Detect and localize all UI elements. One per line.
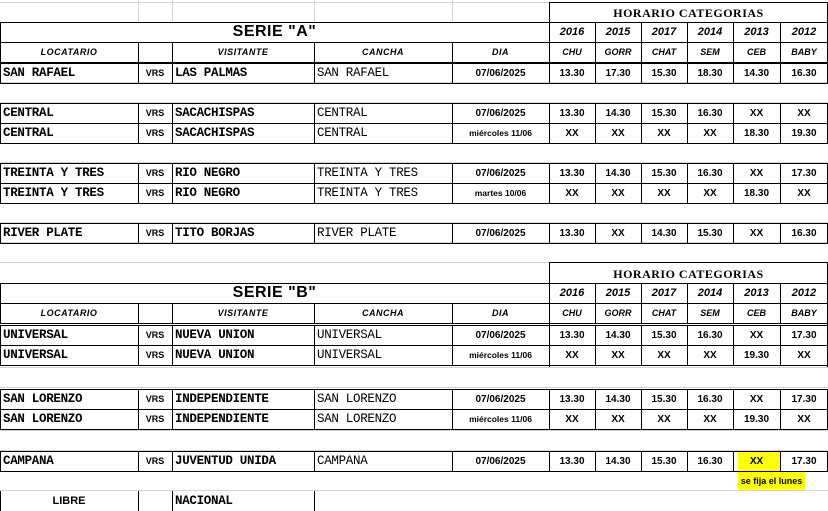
match-day: 07/06/2025: [475, 227, 526, 239]
match-row: [0, 223, 828, 243]
category-time: 13.30: [559, 167, 585, 179]
header-dia: DIA: [492, 308, 509, 318]
vrs-label: VRS: [145, 188, 165, 198]
category-time: XX: [797, 107, 811, 119]
cancha-name: CAMPANA: [317, 454, 368, 468]
match-row: [0, 451, 828, 471]
category-time: XX: [611, 187, 625, 199]
category-time: 17.30: [791, 329, 817, 341]
match-row: [0, 409, 828, 429]
visit-team: INDEPENDIENTE: [175, 412, 269, 426]
local-team: CAMPANA: [3, 454, 54, 468]
libre-label: LIBRE: [52, 495, 86, 507]
match-row: [0, 123, 828, 143]
visit-team: INDEPENDIENTE: [175, 392, 269, 406]
year-header: 2013: [744, 287, 769, 299]
category-header: SEM: [700, 308, 720, 318]
vrs-label: VRS: [145, 68, 165, 78]
category-time: 16.30: [697, 393, 723, 405]
cancha-name: UNIVERSAL: [317, 328, 382, 342]
match-day: 07/06/2025: [475, 107, 526, 119]
category-time: 15.30: [651, 67, 677, 79]
local-team: UNIVERSAL: [3, 328, 68, 342]
category-time: XX: [703, 413, 717, 425]
category-row: [0, 42, 828, 62]
category-time: XX: [749, 107, 764, 119]
serie-a-years-row: [0, 22, 828, 42]
local-team: RIVER PLATE: [3, 226, 83, 240]
category-time: 19.30: [791, 127, 817, 139]
category-time: XX: [749, 455, 764, 467]
category-time: 16.30: [791, 67, 817, 79]
year-header: 2016: [559, 287, 585, 299]
vrs-label: VRS: [145, 350, 165, 360]
visit-team: JUVENTUD UNIDA: [175, 454, 276, 468]
header-visitante: VISITANTE: [217, 308, 269, 318]
match-row: [0, 345, 828, 365]
category-time: XX: [749, 167, 764, 179]
category-time: XX: [611, 349, 625, 361]
category-time: 13.30: [559, 227, 585, 239]
visit-team: SACACHISPAS: [175, 126, 255, 140]
local-team: CENTRAL: [3, 106, 54, 120]
serie-a-horario-title-row: [0, 3, 828, 23]
match-day: 07/06/2025: [475, 67, 526, 79]
note-row: [0, 472, 828, 490]
visit-team: RIO NEGRO: [175, 186, 240, 200]
local-team: SAN LORENZO: [3, 412, 83, 426]
libre-team: NACIONAL: [175, 494, 233, 508]
category-header: BABY: [791, 47, 817, 57]
category-time: XX: [749, 329, 764, 341]
category-time: 13.30: [559, 67, 585, 79]
category-time: XX: [565, 187, 579, 199]
category-time: 13.30: [559, 455, 585, 467]
vrs-label: VRS: [145, 228, 165, 238]
category-time: 19.30: [743, 349, 770, 361]
vrs-label: VRS: [145, 414, 165, 424]
vrs-label: VRS: [145, 456, 165, 466]
cancha-name: CENTRAL: [317, 126, 368, 140]
cancha-name: CENTRAL: [317, 106, 368, 120]
category-time: 15.30: [651, 167, 677, 179]
category-time: 14.30: [743, 67, 770, 79]
category-time: XX: [611, 413, 625, 425]
horario-title: HORARIO CATEGORIAS: [613, 266, 764, 281]
category-time: 16.30: [697, 107, 723, 119]
vrs-label: VRS: [145, 128, 165, 138]
category-row: [0, 303, 828, 323]
match-day: 07/06/2025: [475, 455, 526, 467]
year-header: 2017: [651, 26, 677, 38]
category-time: 18.30: [743, 187, 770, 199]
header-dia: DIA: [492, 47, 509, 57]
category-time: XX: [611, 227, 625, 239]
year-header: 2016: [559, 26, 585, 38]
vrs-label: VRS: [145, 168, 165, 178]
header-cancha: CANCHA: [362, 47, 404, 57]
category-time: XX: [565, 127, 579, 139]
category-time: 14.30: [605, 107, 631, 119]
local-team: TREINTA Y TRES: [3, 186, 104, 200]
year-header: 2014: [697, 26, 723, 38]
category-header: CHAT: [651, 308, 677, 318]
year-header: 2015: [605, 287, 631, 299]
category-header: CHU: [562, 47, 582, 57]
cancha-name: SAN LORENZO: [317, 392, 397, 406]
cancha-name: SAN RAFAEL: [317, 66, 390, 80]
note-text: se fija el lunes: [740, 476, 803, 486]
category-header: GORR: [604, 47, 632, 57]
visit-team: LAS PALMAS: [175, 66, 248, 80]
match-row: [0, 183, 828, 203]
category-time: 14.30: [605, 455, 631, 467]
category-header: SEM: [700, 47, 720, 57]
visit-team: SACACHISPAS: [175, 106, 255, 120]
serie-b-horario-title-row: [0, 264, 828, 284]
category-time: 16.30: [697, 167, 723, 179]
year-header: 2017: [651, 287, 677, 299]
visit-team: NUEVA UNION: [175, 348, 255, 362]
local-team: SAN RAFAEL: [3, 66, 76, 80]
category-time: 15.30: [651, 107, 677, 119]
category-header: CEB: [746, 308, 766, 318]
header-locatario: LOCATARIO: [40, 308, 98, 318]
category-time: XX: [797, 187, 811, 199]
category-time: 16.30: [697, 455, 723, 467]
category-header: BABY: [791, 308, 817, 318]
visit-team: NUEVA UNION: [175, 328, 255, 342]
category-time: 14.30: [605, 329, 631, 341]
category-time: 14.30: [651, 227, 677, 239]
category-time: 18.30: [697, 67, 723, 79]
category-time: 19.30: [743, 413, 770, 425]
vrs-label: VRS: [145, 330, 165, 340]
match-day: 07/06/2025: [475, 167, 526, 179]
header-cancha: CANCHA: [362, 308, 404, 318]
year-header: 2013: [744, 26, 769, 38]
match-row: [0, 63, 828, 83]
category-header: CHU: [562, 308, 582, 318]
horario-title: HORARIO CATEGORIAS: [613, 5, 764, 20]
match-day: martes 10/06: [474, 188, 527, 198]
header-visitante: VISITANTE: [217, 47, 269, 57]
category-header: CHAT: [651, 47, 677, 57]
match-day: 07/06/2025: [475, 329, 526, 341]
match-row: [0, 163, 828, 183]
match-day: miércoles 11/06: [469, 350, 532, 360]
local-team: CENTRAL: [3, 126, 54, 140]
category-time: 16.30: [791, 227, 817, 239]
serie-title: SERIE "A": [232, 23, 317, 40]
category-time: XX: [797, 413, 811, 425]
vrs-label: VRS: [145, 108, 165, 118]
category-time: XX: [749, 227, 764, 239]
category-time: 17.30: [791, 393, 817, 405]
year-header: 2015: [605, 26, 631, 38]
category-time: XX: [703, 349, 717, 361]
category-time: 15.30: [697, 227, 723, 239]
libre-row: [0, 491, 828, 511]
match-row: [0, 103, 828, 123]
category-time: 15.30: [651, 455, 677, 467]
category-time: 13.30: [559, 393, 585, 405]
match-row: [0, 389, 828, 409]
category-time: 15.30: [651, 329, 677, 341]
category-time: XX: [749, 393, 764, 405]
serie-title: SERIE "B": [232, 284, 317, 301]
category-time: 17.30: [605, 67, 631, 79]
local-team: TREINTA Y TRES: [3, 166, 104, 180]
category-time: XX: [797, 349, 811, 361]
category-time: XX: [611, 127, 625, 139]
category-time: 16.30: [697, 329, 723, 341]
header-locatario: LOCATARIO: [40, 47, 98, 57]
category-time: 17.30: [791, 167, 817, 179]
vrs-label: VRS: [145, 394, 165, 404]
cancha-name: TREINTA Y TRES: [317, 186, 418, 200]
category-time: XX: [703, 127, 717, 139]
match-row: [0, 325, 828, 345]
match-day: 07/06/2025: [475, 393, 526, 405]
category-time: 14.30: [605, 167, 631, 179]
match-day: miércoles 11/06: [469, 414, 532, 424]
local-team: UNIVERSAL: [3, 348, 68, 362]
year-header: 2014: [697, 287, 723, 299]
cancha-name: TREINTA Y TRES: [317, 166, 418, 180]
category-time: 13.30: [559, 329, 585, 341]
category-time: 18.30: [743, 127, 770, 139]
cancha-name: UNIVERSAL: [317, 348, 382, 362]
cancha-name: SAN LORENZO: [317, 412, 397, 426]
category-time: XX: [657, 187, 671, 199]
serie-b-years-row: [0, 283, 828, 303]
category-time: XX: [657, 413, 671, 425]
category-header: GORR: [604, 308, 632, 318]
year-header: 2012: [791, 26, 817, 38]
match-day: miércoles 11/06: [469, 128, 532, 138]
local-team: SAN LORENZO: [3, 392, 83, 406]
category-time: XX: [703, 187, 717, 199]
category-time: XX: [657, 127, 671, 139]
year-header: 2012: [791, 287, 817, 299]
visit-team: RIO NEGRO: [175, 166, 240, 180]
cancha-name: RIVER PLATE: [317, 226, 397, 240]
category-time: XX: [657, 349, 671, 361]
category-time: 13.30: [559, 107, 585, 119]
category-time: XX: [565, 349, 579, 361]
category-header: CEB: [746, 47, 766, 57]
category-time: 17.30: [791, 455, 817, 467]
category-time: XX: [565, 413, 579, 425]
category-time: 14.30: [605, 393, 631, 405]
category-time: 15.30: [651, 393, 677, 405]
visit-team: TITO BORJAS: [175, 226, 255, 240]
